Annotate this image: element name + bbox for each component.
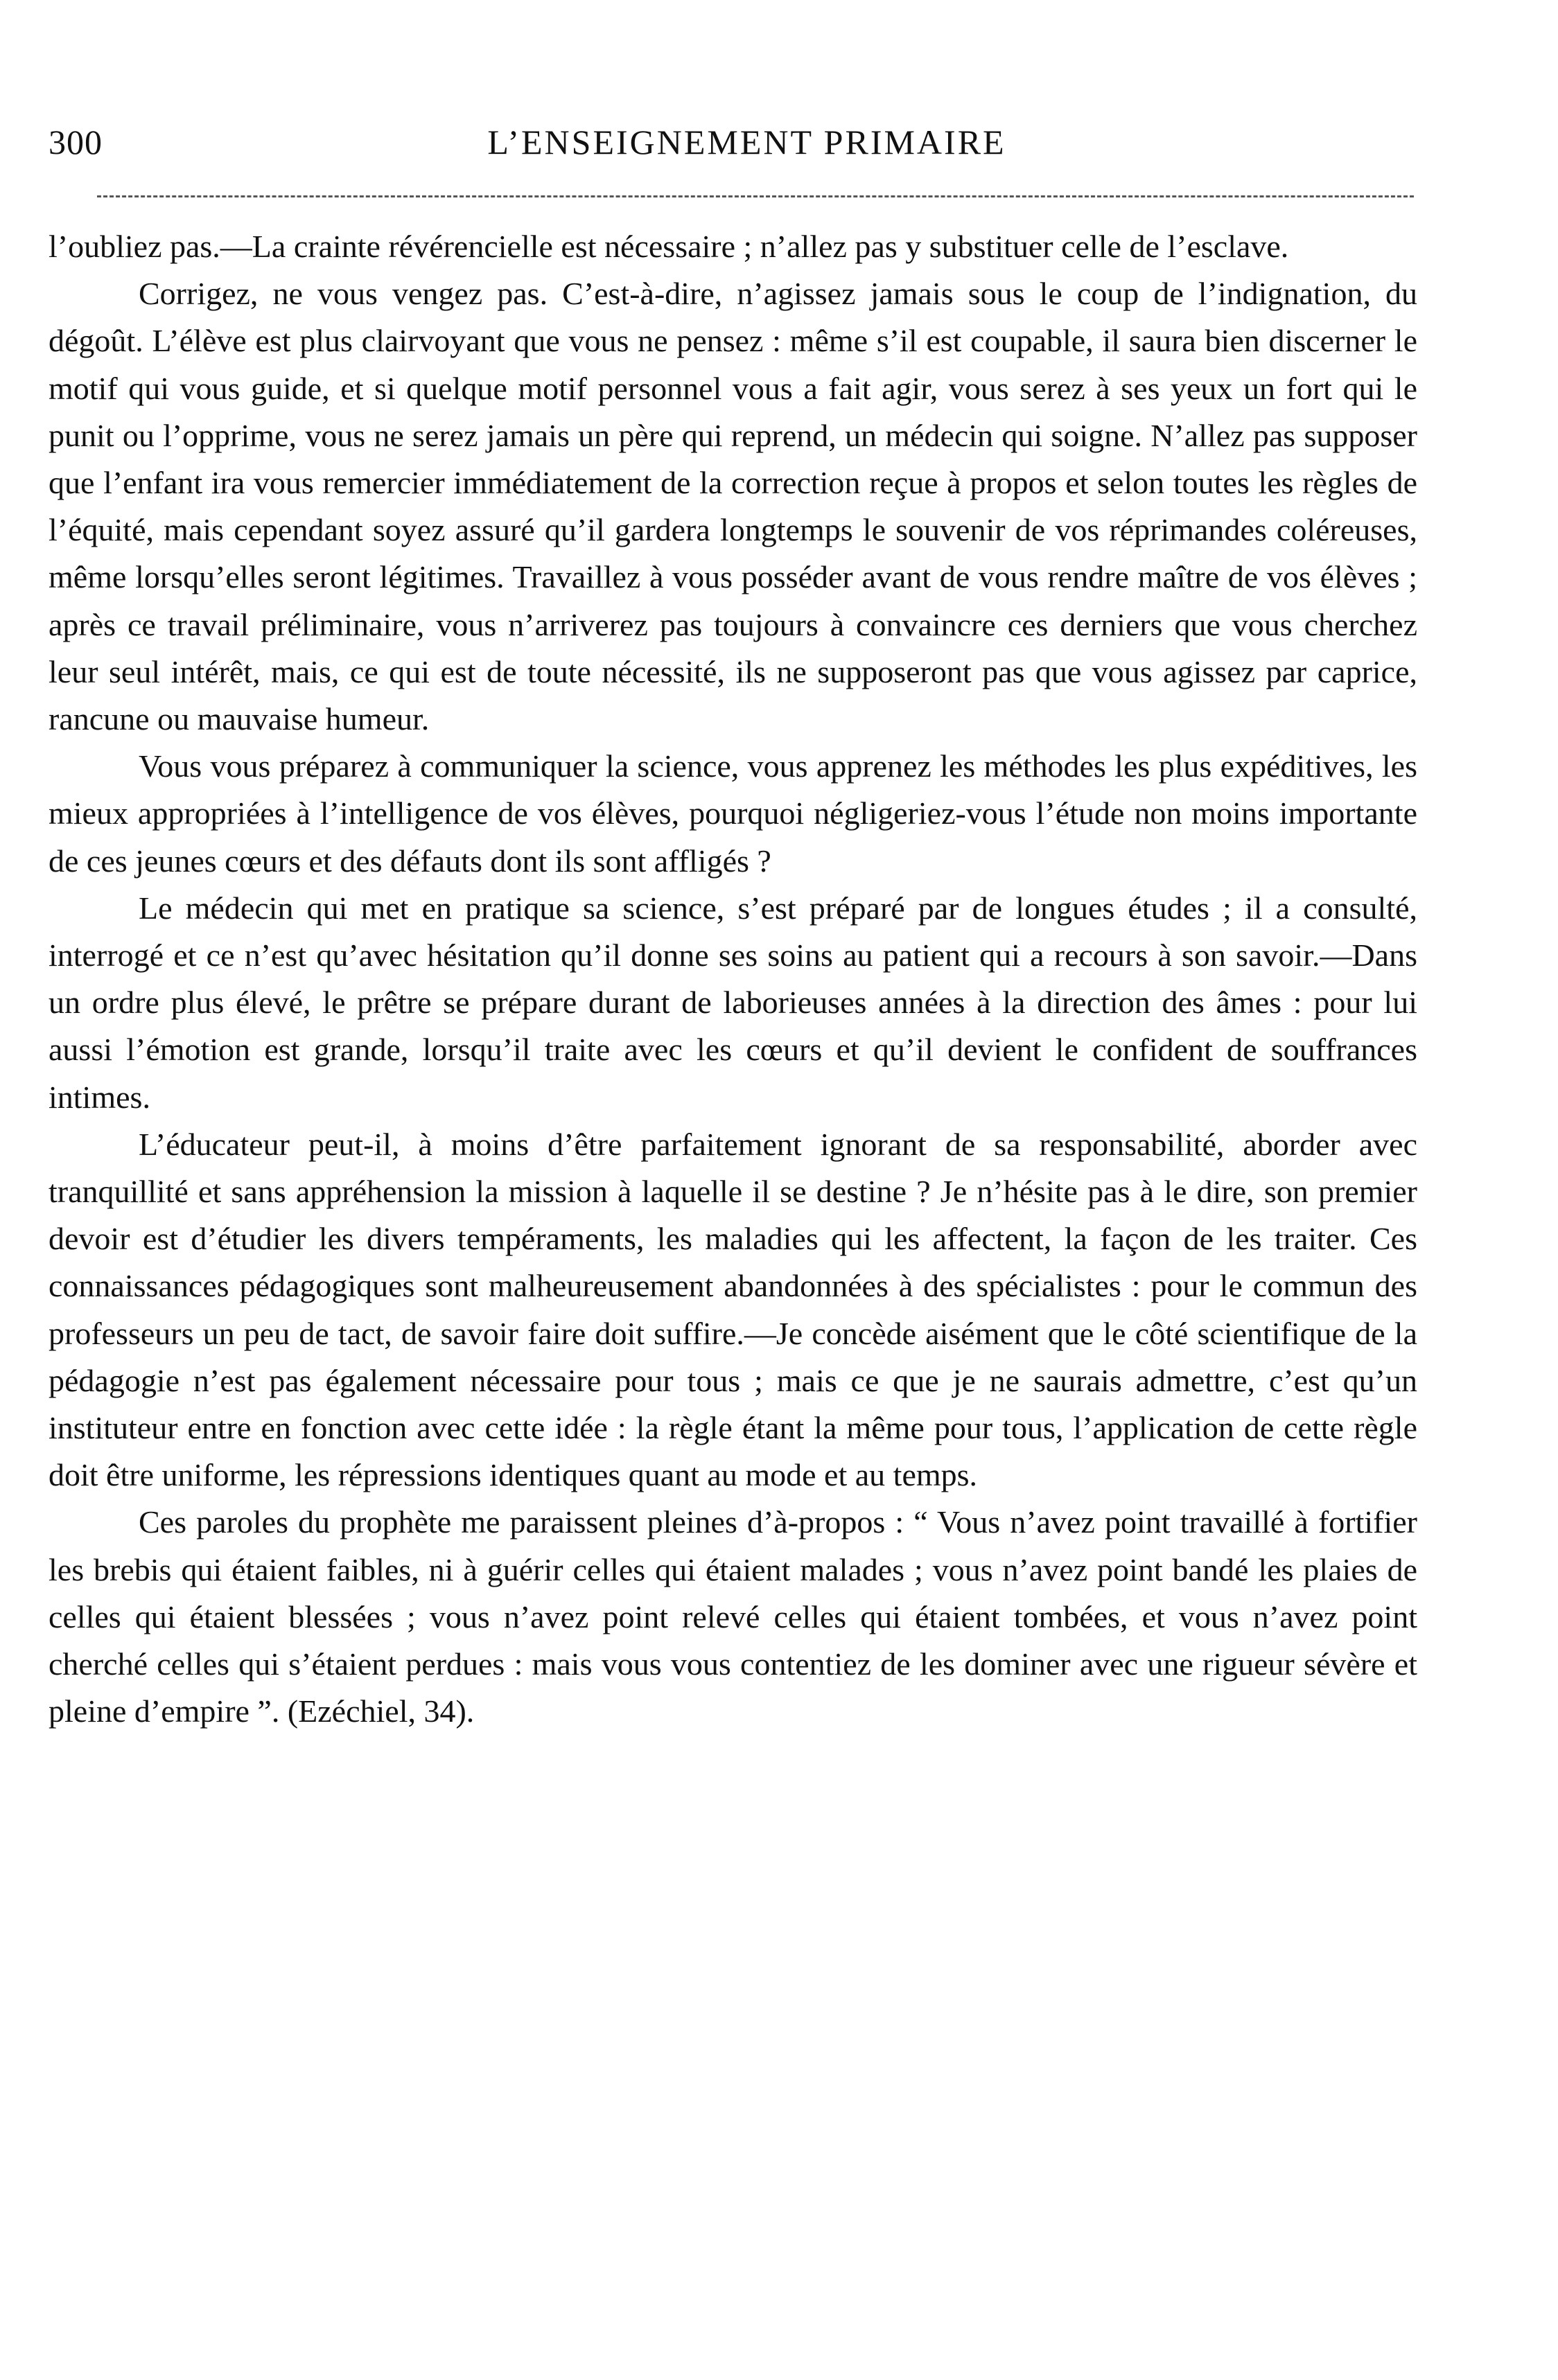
header-rule xyxy=(97,195,1414,197)
paragraph-2: Corrigez, ne vous vengez pas. C’est-à-dire, n’agissez jamais sous le coup de l’indignation, du dégoût. L’élève est plus clairvoyant que vous ne pensez : même s’il est coupable, il saura bien discerner le motif qui vous guide, et si quelque motif personnel vous a fait agir, vous serez à ses yeux un fort qui le punit ou l’opprime, vous ne serez jamais un père qui reprend, un médecin qui soigne. N’allez pas supposer que l’enfant ira vous remercier immédiatement de la correction reçue à propos et selon toutes les règles de l’équité, mais cependant soyez assuré qu’il gardera longtemps le souvenir de vos réprimandes coléreuses, même lorsqu’elles seront légitimes. Travaillez à vous posséder avant de vous rendre maître de vos élèves ; après ce travail préliminaire, vous n’arriverez pas toujours à convaincre ces derniers que vous cherchez leur seul intérêt, mais, ce qui est de toute nécessité, ils ne supposeront pas que vous agissez par caprice, rancune ou mauvaise humeur. xyxy=(49,276,1417,737)
page-number: 300 xyxy=(49,123,103,161)
running-title: L’ENSEIGNEMENT PRIMAIRE xyxy=(487,123,1006,161)
paragraph-5: L’éducateur peut-il, à moins d’être parfaitement ignorant de sa responsabilité, aborder avec tranquillité et sans appréhension la mission à laquelle il se destine ? Je n’hésite pas à le dire, son premier devoir est d’étudier les divers tempéraments, les maladies qui les affectent, la façon de les traiter. Ces connaissances pédagogiques sont malheureusement abandonnées à des spécialistes : pour le commun des professeurs un peu de tact, de savoir faire doit suffire.—Je concède aisément que le côté scientifique de la pédagogie n’est pas également nécessaire pour tous ; mais ce que je ne saurais admettre, c’est qu’un instituteur entre en fonction avec cette idée : la règle étant la même pour tous, l’application de cette règle doit être uniforme, les répressions identiques quant au mode et au temps. xyxy=(49,1126,1417,1493)
body-text xyxy=(49,223,1417,1736)
paragraph-6: Ces paroles du prophète me paraissent pleines d’à-propos : “ Vous n’avez point travaillé à fortifier les brebis qui étaient faibles, ni à guérir celles qui étaient malades ; vous n’avez point bandé les plaies de celles qui étaient blessées ; vous n’avez point relevé celles qui étaient tombées, et vous n’avez point cherché celles qui s’étaient perdues : mais vous vous contentiez de les dominer avec une rigueur sévère et pleine d’empire ”. (Ezéchiel, 34). xyxy=(49,1504,1417,1729)
running-head xyxy=(49,118,1417,166)
paragraph-1: l’oubliez pas.—La crainte révérencielle est nécessaire ; n’allez pas y substituer celle de l’esclave. xyxy=(49,229,1289,264)
paragraph-4: Le médecin qui met en pratique sa science, s’est préparé par de longues études ; il a consulté, interrogé et ce n’est qu’avec hésitation qu’il donne ses soins au patient qui a recours à son savoir.—Dans un ordre plus élevé, le prêtre se prépare durant de laborieuses années à la direction des âmes : pour lui aussi l’émotion est grande, lorsqu’il traite avec les cœurs et qu’il devient le confident de souffrances intimes. xyxy=(49,890,1417,1115)
paragraph-3: Vous vous préparez à communiquer la science, vous apprenez les méthodes les plus expéditives, les mieux appropriées à l’intelligence de vos élèves, pourquoi négligeriez-vous l’étude non moins importante de ces jeunes cœurs et des défauts dont ils sont affligés ? xyxy=(49,748,1417,879)
